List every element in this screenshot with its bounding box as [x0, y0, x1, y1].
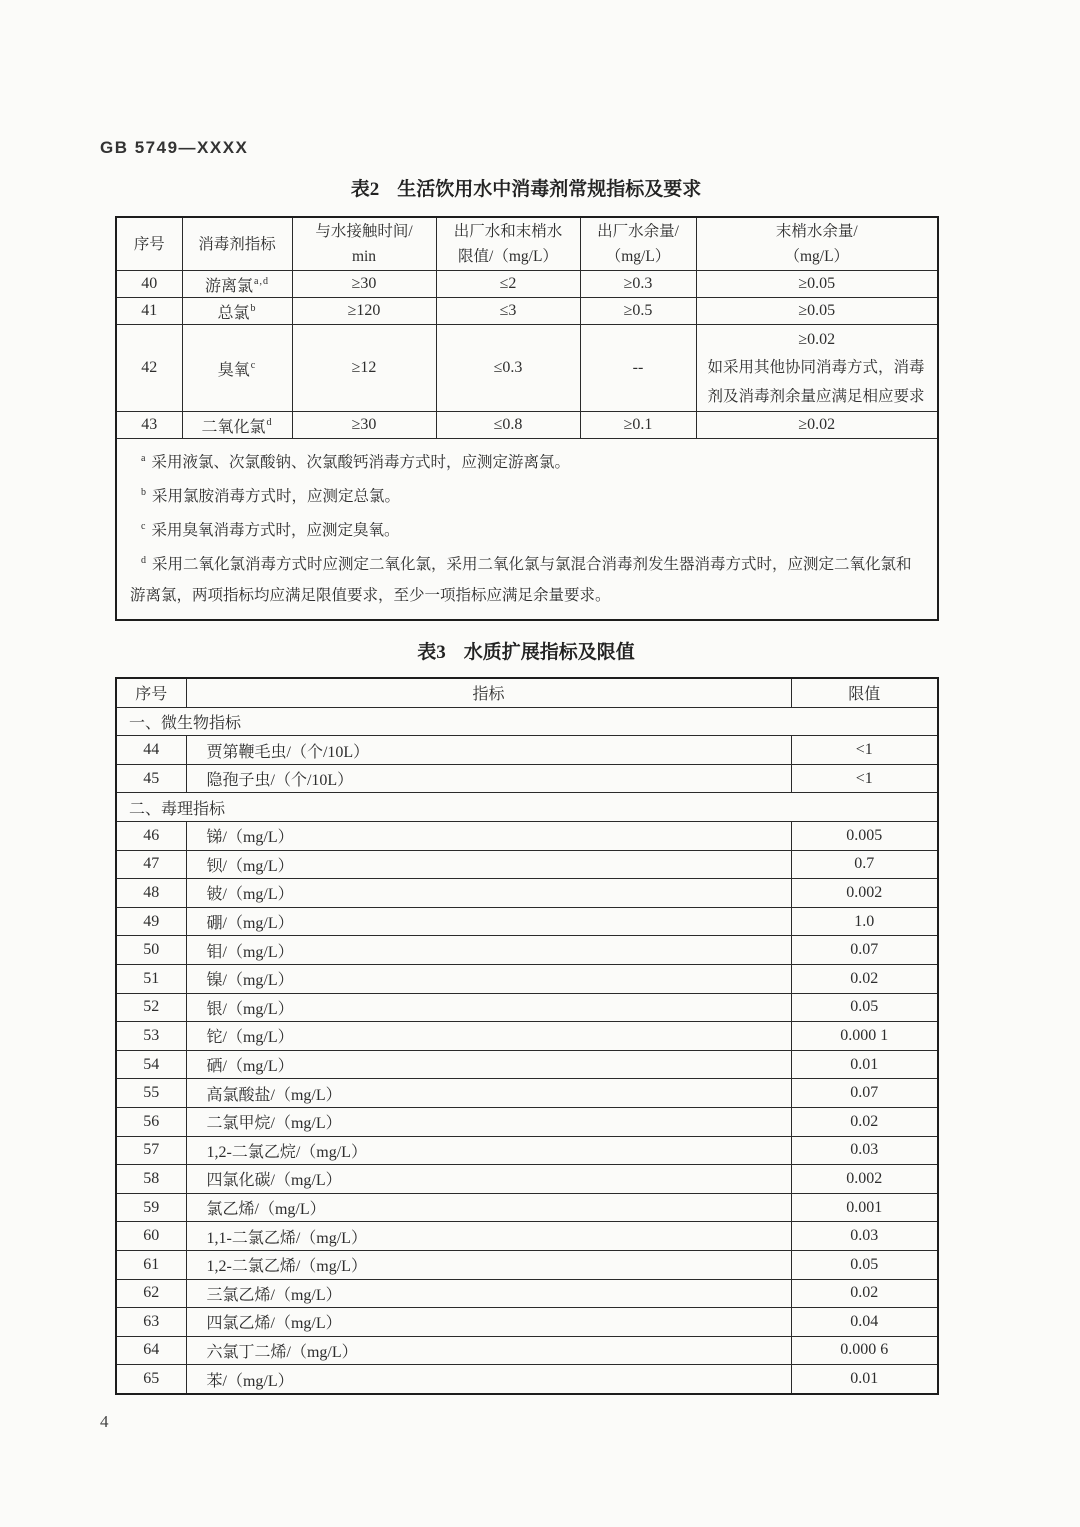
- table-row: [116, 1193, 938, 1222]
- cell-limit: 0.002: [791, 1165, 938, 1194]
- cell-serial: 54: [116, 1050, 186, 1079]
- table2-title-text: 生活饮用水中消毒剂常规指标及要求: [397, 179, 702, 200]
- cell-serial: 59: [116, 1193, 186, 1222]
- table-row: [116, 879, 938, 908]
- footnote-marker: d: [141, 555, 147, 567]
- cell-limit: 0.02: [791, 1279, 938, 1308]
- cell-contact-time: ≥30: [292, 412, 436, 439]
- table-row: [116, 1079, 938, 1108]
- cell-tap-residual: ≥0.05: [696, 271, 938, 298]
- column-header-text: 出厂水余量/: [597, 223, 679, 240]
- column-header-text: 限值/（mg/L）: [458, 248, 558, 265]
- table-row: [116, 1165, 938, 1194]
- disinfectant-name: 总氯: [217, 304, 250, 322]
- cell-limit: 0.07: [791, 1079, 938, 1108]
- table-row: [116, 1022, 938, 1051]
- cell-disinfectant: [182, 325, 292, 412]
- cell-indicator: 贾第鞭毛虫/（个/10L）: [186, 736, 791, 765]
- table-row: [116, 1107, 938, 1136]
- footnote-text: 采用液氯、次氯酸钠、次氯酸钙消毒方式时，应测定游离氯。: [151, 454, 570, 472]
- footnotes-cell: [116, 439, 938, 620]
- cell-serial: 57: [116, 1136, 186, 1165]
- cell-factory-residual: ≥0.1: [580, 412, 696, 439]
- cell-indicator: 锑/（mg/L）: [186, 822, 791, 851]
- cell-serial: 50: [116, 936, 186, 965]
- footnote-marker: a: [141, 453, 147, 464]
- cell-serial: 42: [116, 325, 182, 412]
- cell-limit: 0.05: [791, 993, 938, 1022]
- cell-limit: 0.05: [791, 1250, 938, 1279]
- cell-serial: 53: [116, 1022, 186, 1051]
- cell-indicator: 镍/（mg/L）: [186, 964, 791, 993]
- table3-title-text: 水质扩展指标及限值: [463, 641, 635, 663]
- footnote: [130, 546, 924, 610]
- table-row: [116, 736, 938, 765]
- column-header-serial: 序号: [116, 678, 186, 708]
- cell-limit: 0.001: [791, 1193, 938, 1222]
- table-row: [116, 764, 938, 793]
- cell-serial: 46: [116, 822, 186, 851]
- footnotes-row: [116, 439, 938, 620]
- cell-disinfectant: [182, 298, 292, 325]
- footnote-text: 采用臭氧消毒方式时，应测定臭氧。: [151, 522, 400, 540]
- cell-limit: 1.0: [791, 907, 938, 936]
- cell-limit: 0.002: [791, 879, 938, 908]
- cell-limit: 0.01: [791, 1050, 938, 1079]
- table2-disinfectant-indicators: [115, 216, 939, 621]
- footnote: [130, 512, 924, 546]
- cell-indicator: 氯乙烯/（mg/L）: [186, 1193, 791, 1222]
- section-row: [116, 793, 938, 822]
- column-header-limit: 限值: [791, 678, 938, 708]
- cell-limit: 0.03: [791, 1136, 938, 1165]
- cell-limit: ≤0.8: [436, 412, 580, 439]
- cell-factory-residual: --: [580, 325, 696, 412]
- cell-disinfectant: [182, 412, 292, 439]
- page-number: 4: [100, 1411, 109, 1431]
- table-row: [116, 936, 938, 965]
- table3-body: [116, 707, 938, 1394]
- table2-title-label: 表2: [350, 179, 380, 200]
- column-header-text: 消毒剂指标: [198, 235, 276, 253]
- cell-serial: 47: [116, 850, 186, 879]
- cell-serial: 64: [116, 1336, 186, 1365]
- footnote: [130, 444, 924, 478]
- cell-tap-residual: [696, 325, 938, 412]
- cell-serial: 63: [116, 1308, 186, 1337]
- cell-serial: 56: [116, 1107, 186, 1136]
- table-row: [116, 993, 938, 1022]
- column-header-serial: [116, 217, 182, 271]
- cell-limit: 0.02: [791, 964, 938, 993]
- cell-serial: 44: [116, 736, 186, 765]
- footnote-marker: b: [141, 487, 147, 499]
- cell-serial: 58: [116, 1165, 186, 1194]
- table2-header-row: [116, 217, 938, 271]
- cell-serial: 62: [116, 1279, 186, 1308]
- table-row: [116, 907, 938, 936]
- section-label: 一、微生物指标: [116, 707, 938, 736]
- column-header-text: （mg/L）: [784, 248, 850, 265]
- table-row: [116, 964, 938, 993]
- cell-limit: 0.07: [791, 936, 938, 965]
- table-row: [116, 850, 938, 879]
- section-label: 二、毒理指标: [116, 793, 938, 822]
- cell-indicator: 硒/（mg/L）: [186, 1050, 791, 1079]
- footnote: [130, 478, 924, 512]
- cell-serial: 60: [116, 1222, 186, 1251]
- column-header-limit: [436, 217, 580, 271]
- cell-limit: 0.02: [791, 1107, 938, 1136]
- cell-contact-time: ≥30: [292, 271, 436, 298]
- cell-indicator: 三氯乙烯/（mg/L）: [186, 1279, 791, 1308]
- cell-indicator: 铊/（mg/L）: [186, 1022, 791, 1051]
- cell-limit: 0.04: [791, 1308, 938, 1337]
- cell-indicator: 铍/（mg/L）: [186, 879, 791, 908]
- cell-limit: 0.000 1: [791, 1022, 938, 1051]
- footnote-marker: c: [141, 521, 147, 533]
- column-header-disinfectant: [182, 217, 292, 271]
- column-header-text: 出厂水和末梢水: [453, 223, 563, 240]
- cell-limit: <1: [791, 736, 938, 765]
- cell-serial: 48: [116, 879, 186, 908]
- cell-indicator: 1,2-二氯乙烯/（mg/L）: [186, 1250, 791, 1279]
- cell-serial: 65: [116, 1365, 186, 1394]
- column-header-factory-residual: [580, 217, 696, 271]
- cell-limit: <1: [791, 764, 938, 793]
- cell-factory-residual: ≥0.3: [580, 271, 696, 298]
- footnote-marker: b: [250, 303, 257, 315]
- table-row: [116, 325, 938, 412]
- column-header-text: 序号: [133, 235, 165, 253]
- column-header-tap-residual: [696, 217, 938, 271]
- table-row: [116, 1136, 938, 1165]
- table-row: [116, 1222, 938, 1251]
- table-row: [116, 298, 938, 325]
- footnote-text: 采用氯胺消毒方式时，应测定总氯。: [152, 488, 401, 506]
- table3-extended-indicators: [115, 677, 939, 1395]
- table-row: [116, 412, 938, 439]
- cell-indicator: 硼/（mg/L）: [186, 907, 791, 936]
- cell-tap-residual: ≥0.05: [696, 298, 938, 325]
- cell-indicator: 苯/（mg/L）: [186, 1365, 791, 1394]
- disinfectant-name: 臭氧: [217, 361, 250, 379]
- section-row: [116, 707, 938, 736]
- column-header-text: 末梢水余量/: [775, 223, 858, 240]
- cell-indicator: 高氯酸盐/（mg/L）: [186, 1079, 791, 1108]
- footnote-text: 采用二氧化氯消毒方式时应测定二氧化氯，采用二氧化氯与氯混合消毒剂发生器消毒方式时，应测定二氧化氯和游离氯，两项指标均应满足限值要求，至少一项指标应满足余量要求。: [130, 556, 912, 604]
- cell-serial: 61: [116, 1250, 186, 1279]
- cell-contact-time: ≥120: [292, 298, 436, 325]
- cell-contact-time: ≥12: [292, 325, 436, 412]
- tap-residual-note: 如采用其他协同消毒方式，消毒剂及消毒剂余量应满足相应要求: [707, 359, 925, 405]
- table-row: [116, 1279, 938, 1308]
- cell-limit: ≤2: [436, 271, 580, 298]
- cell-limit: ≤0.3: [436, 325, 580, 412]
- cell-serial: 41: [116, 298, 182, 325]
- cell-serial: 49: [116, 907, 186, 936]
- cell-serial: 52: [116, 993, 186, 1022]
- column-header-text: （mg/L）: [605, 248, 671, 265]
- table-row: [116, 1250, 938, 1279]
- table3-title: [115, 637, 937, 664]
- column-header-indicator: 指标: [186, 678, 791, 708]
- cell-tap-residual: ≥0.02: [696, 412, 938, 439]
- table2-title: [115, 174, 937, 201]
- footnote-marker: d: [266, 417, 273, 429]
- column-header-text: min: [351, 248, 377, 265]
- cell-serial: 40: [116, 271, 182, 298]
- cell-limit: 0.01: [791, 1365, 938, 1394]
- cell-factory-residual: ≥0.5: [580, 298, 696, 325]
- cell-indicator: 钡/（mg/L）: [186, 850, 791, 879]
- column-header-contact-time: [292, 217, 436, 271]
- cell-limit: 0.005: [791, 822, 938, 851]
- cell-limit: ≤3: [436, 298, 580, 325]
- cell-indicator: 1,1-二氯乙烯/（mg/L）: [186, 1222, 791, 1251]
- disinfectant-name: 二氧化氯: [201, 418, 266, 436]
- cell-limit: 0.03: [791, 1222, 938, 1251]
- cell-indicator: 隐孢子虫/（个/10L）: [186, 764, 791, 793]
- table-row: [116, 1365, 938, 1394]
- doc-code: GB 5749—XXXX: [100, 138, 249, 157]
- cell-indicator: 六氯丁二烯/（mg/L）: [186, 1336, 791, 1365]
- table-row: [116, 271, 938, 298]
- footnote-marker: a,d: [254, 276, 269, 288]
- table-row: [116, 1336, 938, 1365]
- cell-indicator: 钼/（mg/L）: [186, 936, 791, 965]
- cell-indicator: 1,2-二氯乙烷/（mg/L）: [186, 1136, 791, 1165]
- cell-serial: 45: [116, 764, 186, 793]
- table-row: [116, 1050, 938, 1079]
- cell-indicator: 二氯甲烷/（mg/L）: [186, 1107, 791, 1136]
- table-row: [116, 1308, 938, 1337]
- tap-residual-value: ≥0.02: [798, 331, 836, 348]
- table-row: [116, 822, 938, 851]
- cell-serial: 43: [116, 412, 182, 439]
- cell-disinfectant: [182, 271, 292, 298]
- cell-indicator: 四氯乙烯/（mg/L）: [186, 1308, 791, 1337]
- table3-title-label: 表3: [417, 641, 446, 663]
- cell-limit: 0.7: [791, 850, 938, 879]
- cell-indicator: 四氯化碳/（mg/L）: [186, 1165, 791, 1194]
- cell-limit: 0.000 6: [791, 1336, 938, 1365]
- column-header-text: 与水接触时间/: [315, 223, 413, 240]
- cell-serial: 55: [116, 1079, 186, 1108]
- cell-indicator: 银/（mg/L）: [186, 993, 791, 1022]
- table3-header-row: [116, 678, 938, 708]
- disinfectant-name: 游离氯: [205, 277, 254, 295]
- footnote-marker: c: [250, 360, 257, 372]
- cell-serial: 51: [116, 964, 186, 993]
